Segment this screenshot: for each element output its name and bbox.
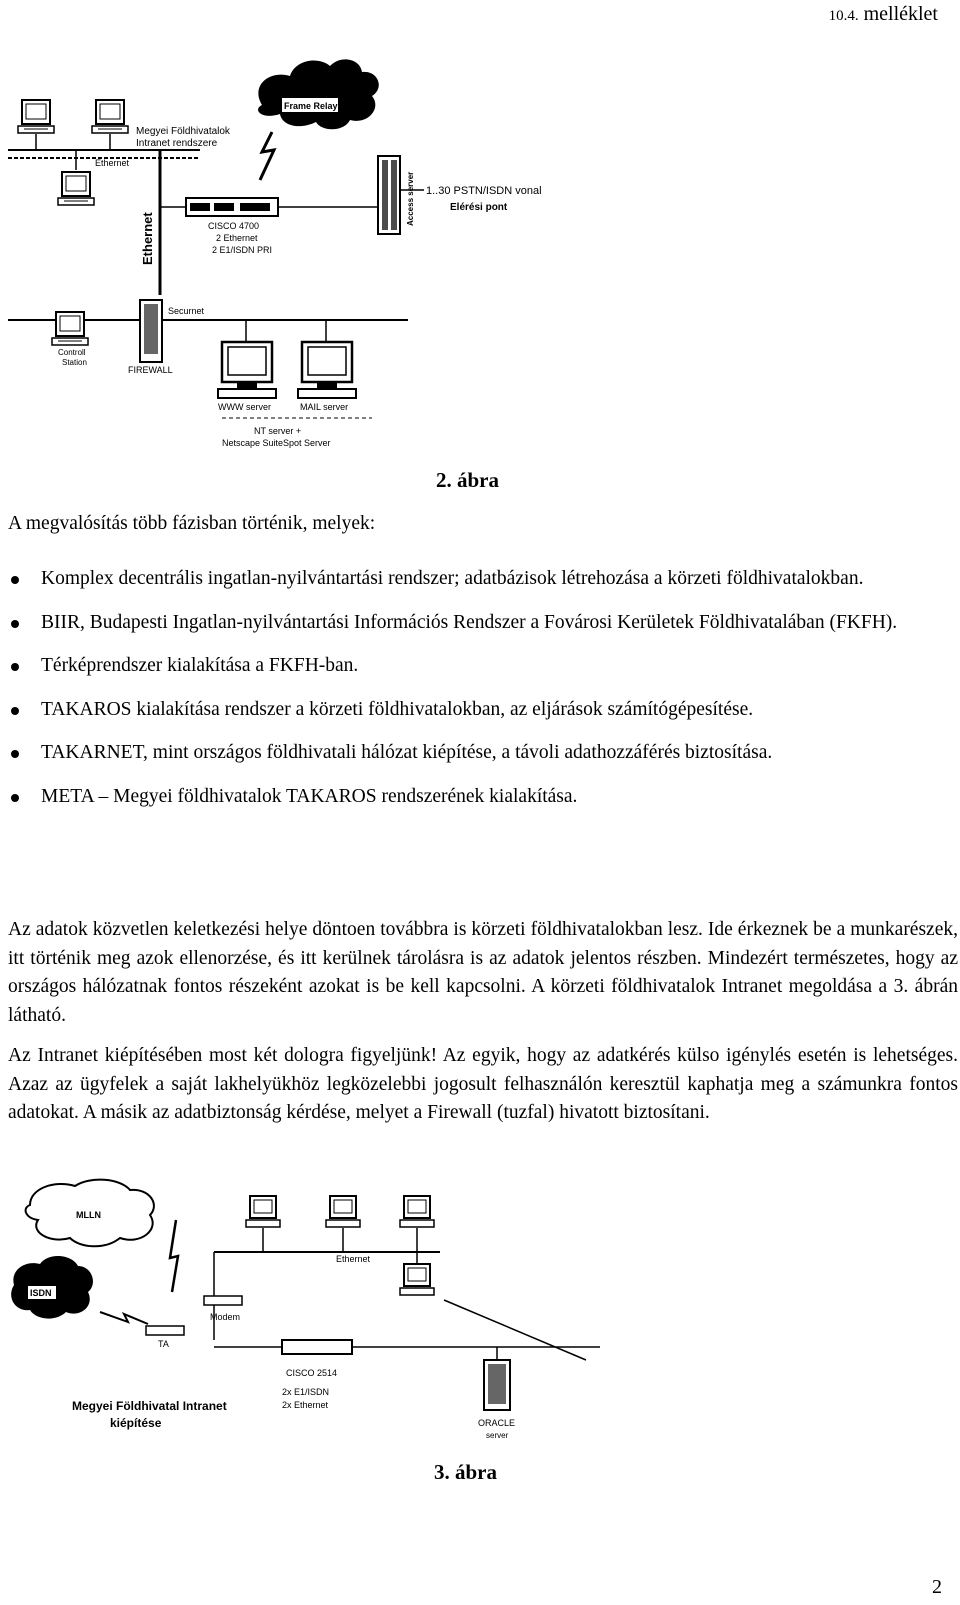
- isdn-label: ISDN: [30, 1288, 52, 1298]
- modem-label: Modem: [210, 1312, 241, 1322]
- paragraph-2: Az Intranet kiépítésében most két dologra figyeljünk! Az egyik, hogy az adatkérés külso igénylés esetén is lehetséges. Azaz az ügyfelek a saját lakhelyükhöz legközelebbi jogosult felhasználón keresztül kaphatja meg a számunkra fontos adatokat. A másik az adatbiztonság kérdése, melyet a Firewall (tuzfal) hivatott biztosítani.: [8, 1045, 958, 1123]
- frame-relay-cloud: [258, 59, 379, 129]
- ethernet-top-label: Ethernet: [95, 158, 130, 168]
- intro-text: A megvalósítás több fázisban történik, melyek:: [8, 513, 376, 534]
- list-item: TAKAROS kialakítása rendszer a körzeti földhivatalokban, az eljárások számítógépesítése.: [8, 696, 958, 725]
- oracle-server-label: server: [486, 1431, 509, 1440]
- cisco-eth-label: 2 Ethernet: [216, 233, 258, 243]
- access-server-label: Access server: [406, 171, 415, 226]
- megyei-label: Megyei Földhivatalok: [136, 126, 230, 137]
- mail-server-label: MAIL server: [300, 402, 349, 412]
- modem-device: [204, 1296, 242, 1305]
- station-label: Station: [62, 358, 87, 367]
- figure-3-title-a: Megyei Földhivatal Intranet: [72, 1399, 227, 1413]
- ta-device: [146, 1326, 184, 1335]
- cisco-isdn-label: 2 E1/ISDN PRI: [212, 245, 273, 255]
- figure-3-title-b: kiépítése: [110, 1416, 162, 1430]
- page-number: 2: [932, 1576, 942, 1598]
- intranet-label: Intranet rendszere: [136, 138, 218, 149]
- ta-label: TA: [158, 1339, 169, 1349]
- list-item: BIIR, Budapesti Ingatlan-nyilvántartási Információs Rendszer a Fovárosi Kerületek Földhivatalában (FKFH).: [8, 609, 958, 638]
- figure-2-network-diagram: [0, 0, 960, 470]
- paragraph-1: Az adatok közvetlen keletkezési helye döntoen továbbra is körzeti földhivatalokban lesz. Ide érkeznek be a munkarészek, itt történik meg azok ellenorzése, és itt kerülnek tárolásra is az adatok jelentos részben. Mindezért természetes, hogy az országos hálózatnak fontos részeként azokat is be kell kapcsolni. A körzeti földhivatalok Intranet megoldása a 3. ábrán látható.: [8, 919, 958, 1026]
- list-item: TAKARNET, mint országos földhivatali hálózat kiépítése, a távoli adathozzáférés biztosítása.: [8, 739, 958, 768]
- header-number-b: 4.: [847, 8, 859, 24]
- list-item: Komplex decentrális ingatlan-nyilvántartási rendszer; adatbázisok létrehozása a körzeti földhivatalokban.: [8, 565, 958, 594]
- eleresi-pont-label: Elérési pont: [450, 202, 508, 213]
- www-server-label: WWW server: [218, 402, 271, 412]
- frame-relay-label: Frame Relay: [284, 101, 338, 111]
- figure-2-caption: 2. ábra: [436, 468, 499, 492]
- nt-server-label: NT server +: [254, 426, 302, 436]
- cisco-4700-label: CISCO 4700: [208, 221, 260, 231]
- phase-list: [8, 565, 958, 826]
- figure-3-network-diagram: [0, 1175, 960, 1455]
- ethernet-label: Ethernet: [336, 1254, 371, 1264]
- firewall-label: FIREWALL: [128, 365, 173, 375]
- header-number-a: 10.: [828, 8, 848, 24]
- oracle-label: ORACLE: [478, 1418, 516, 1428]
- cisco-e1-label: 2x E1/ISDN: [282, 1387, 330, 1397]
- mlln-label: MLLN: [76, 1210, 101, 1220]
- header-title: melléklet: [858, 3, 938, 25]
- list-item: META – Megyei földhivatalok TAKAROS rendszerének kialakítása.: [8, 783, 958, 812]
- pstn-label: 1..30 PSTN/ISDN vonal: [426, 185, 542, 197]
- securnet-label: Securnet: [168, 306, 205, 316]
- netscape-label: Netscape SuiteSpot Server: [222, 438, 331, 448]
- list-item: Térképrendszer kialakítása a FKFH-ban.: [8, 652, 958, 681]
- cisco-eth-label: 2x Ethernet: [282, 1400, 329, 1410]
- ethernet-vertical-label: Ethernet: [140, 212, 155, 265]
- controll-label: Controll: [58, 348, 86, 357]
- cisco-2514-label: CISCO 2514: [286, 1368, 338, 1378]
- figure-3-caption: 3. ábra: [434, 1460, 497, 1484]
- cisco-2514-router: [282, 1340, 352, 1354]
